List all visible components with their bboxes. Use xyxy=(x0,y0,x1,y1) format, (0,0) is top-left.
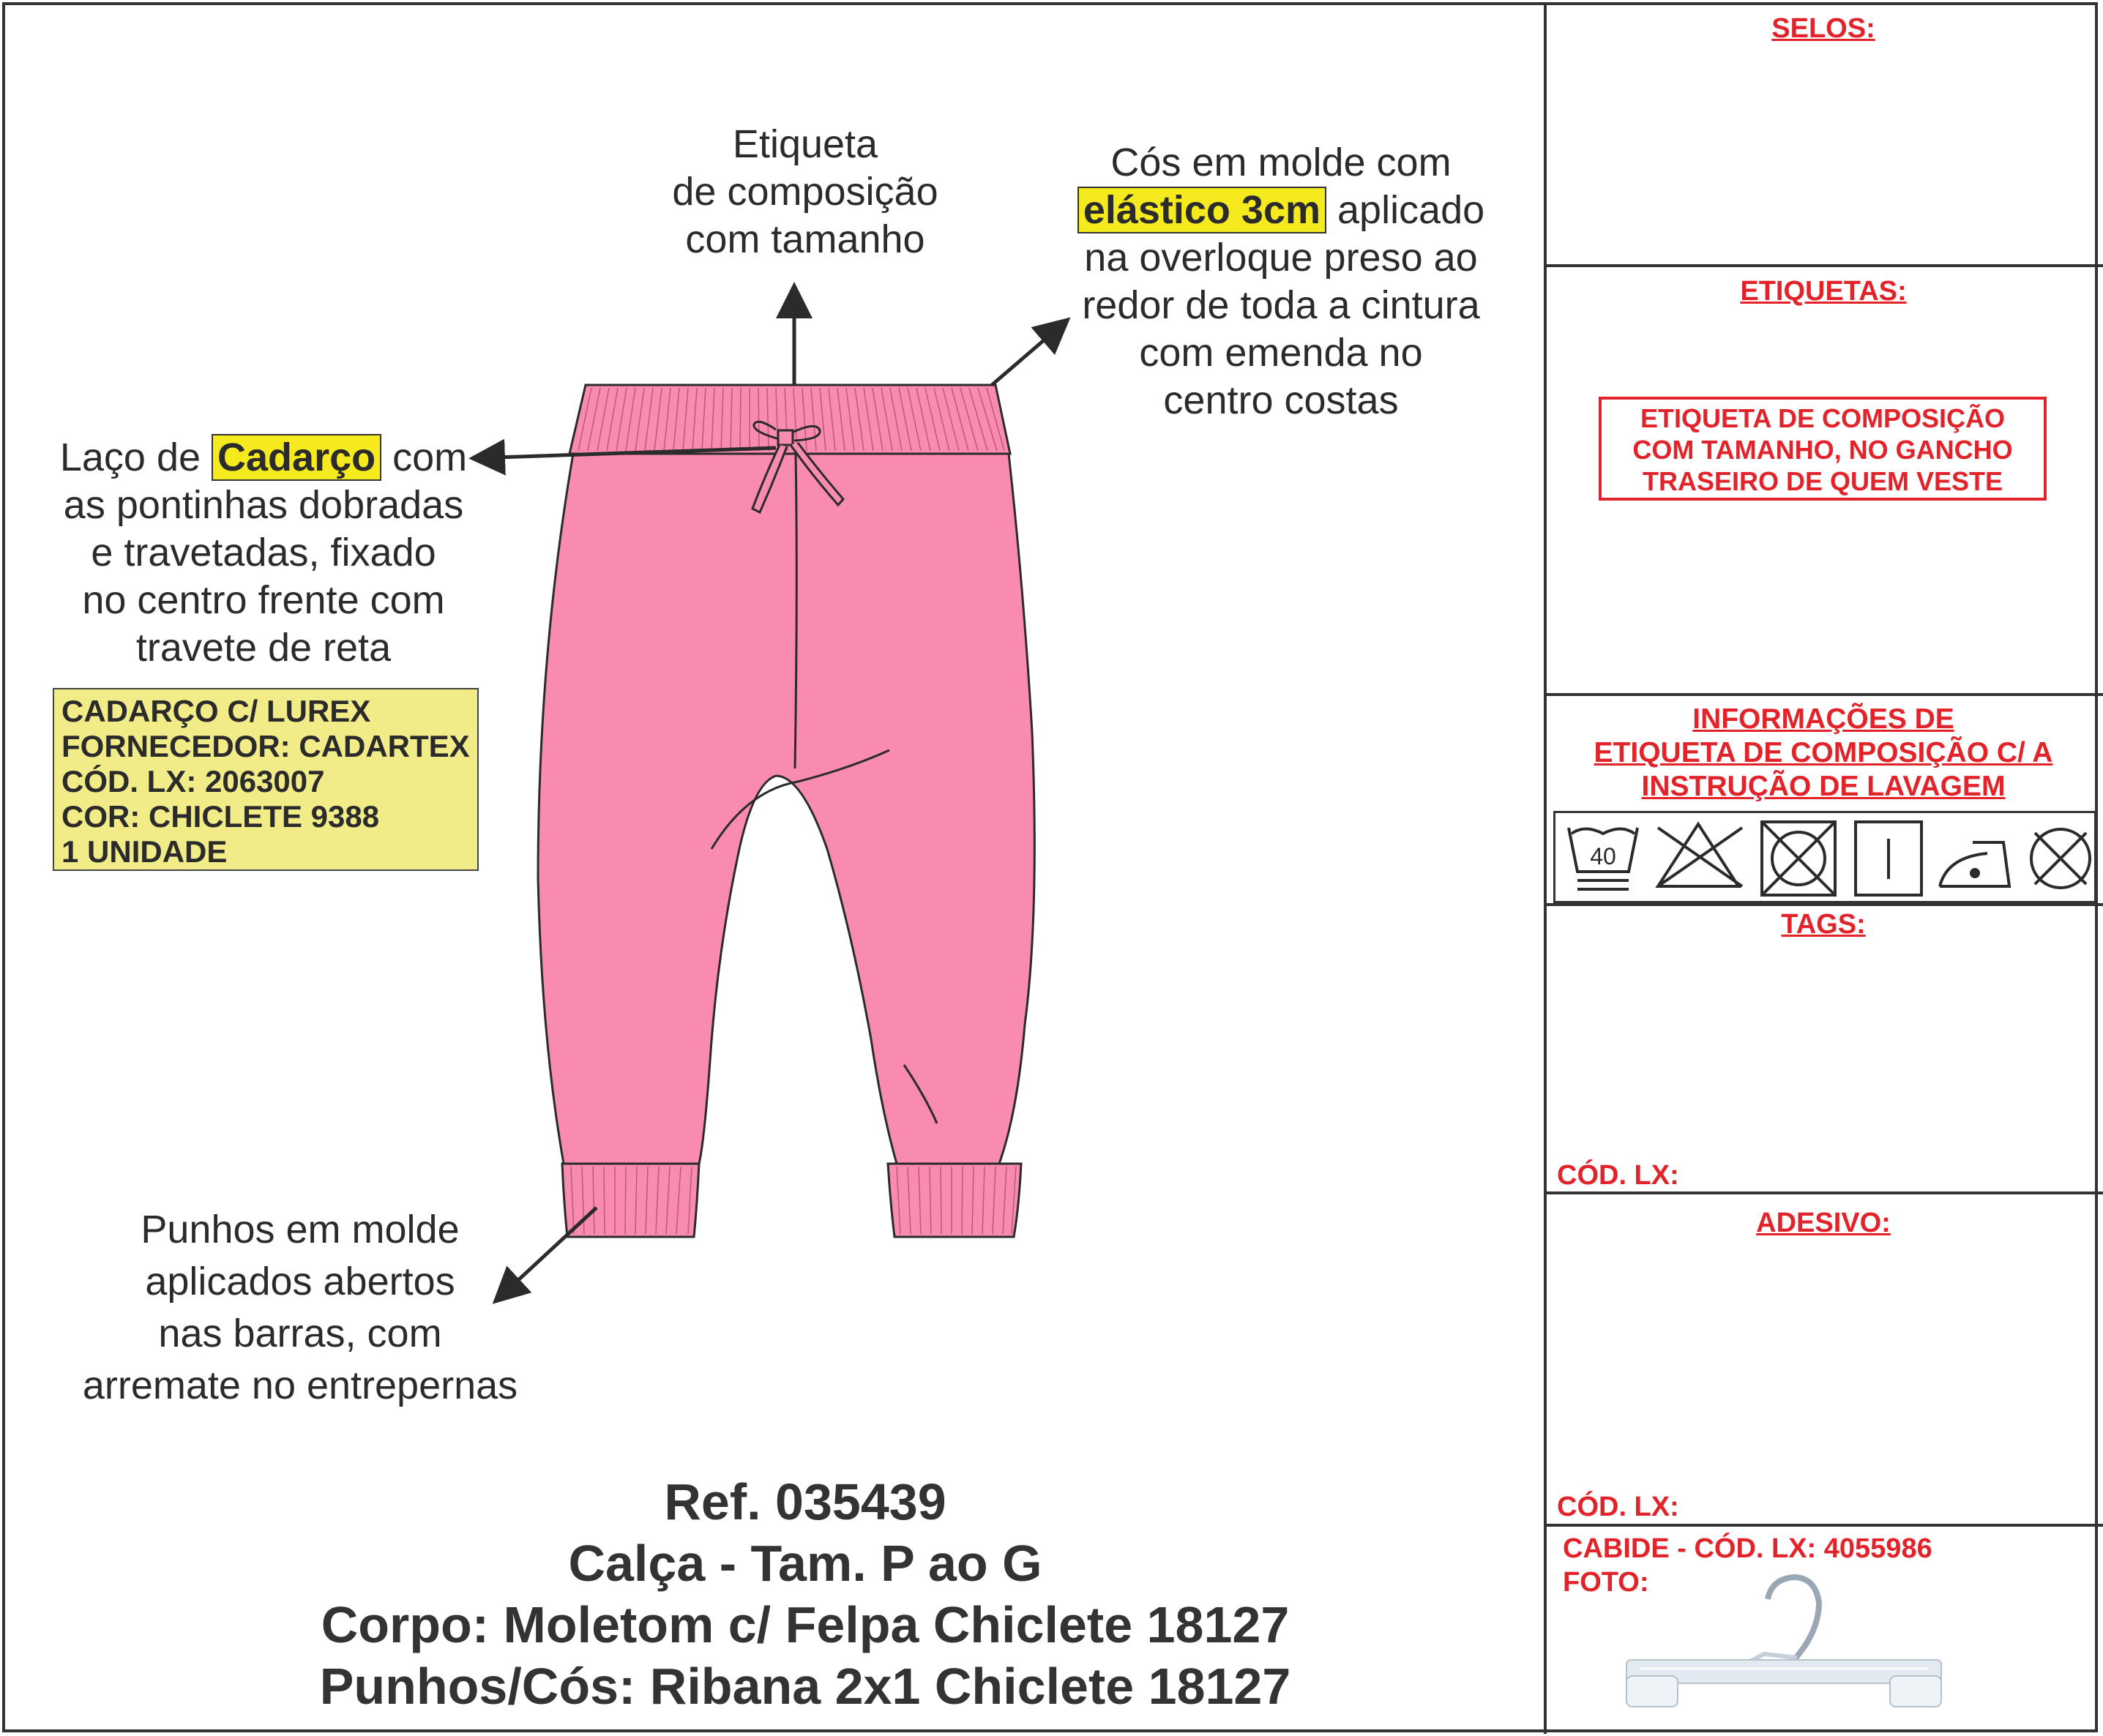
tags-cod-label: CÓD. LX: xyxy=(1557,1160,1679,1191)
product-corpo: Corpo: Moletom c/ Felpa Chiclete 18127 xyxy=(321,1596,1290,1653)
line-dry-icon xyxy=(1856,822,1921,895)
etiqueta-box: ETIQUETA DE COMPOSIÇÃO COM TAMANHO, NO GANCHO TRASEIRO DE QUEM VESTE xyxy=(1599,397,2047,501)
info-title: INFORMAÇÕES DE ETIQUETA DE COMPOSIÇÃO C/ A INSTRUÇÃO DE LAVAGEM xyxy=(1594,703,2053,802)
highlight-cadarco: Cadarço xyxy=(212,434,381,481)
hanger-photo xyxy=(1618,1566,1954,1720)
no-dry-clean-icon xyxy=(2031,829,2090,888)
product-name: Calça - Tam. P ao G xyxy=(568,1535,1042,1592)
svg-text:40: 40 xyxy=(1590,843,1616,869)
arrow-laco xyxy=(476,448,776,458)
note-etiqueta: Etiqueta de composição com tamanho xyxy=(672,122,938,261)
low-iron-icon xyxy=(1940,842,2009,886)
etiquetas-title: ETIQUETAS: xyxy=(1740,276,1907,307)
note-cos: Cós em molde com elástico 3cm aplicado na overloque preso ao redor de toda a cintura com emenda no centro costas xyxy=(1039,139,1523,424)
no-tumble-dry-icon xyxy=(1762,822,1835,895)
cabide-label: CABIDE - CÓD. LX: 4055986 xyxy=(1563,1533,1932,1564)
cadarco-info-box: CADARÇO C/ LUREX FORNECEDOR: CADARTEX CÓD. LX: 2063007 COR: CHICLETE 9388 1 UNIDADE xyxy=(53,688,479,871)
adesivo-title: ADESIVO: xyxy=(1756,1208,1891,1238)
care-symbols xyxy=(1553,811,2096,903)
note-laco: Laço de Cadarço com as pontinhas dobradas e travetadas, fixado no centro frente com travete de reta xyxy=(59,435,468,670)
product-ref: Ref. 035439 xyxy=(664,1473,946,1530)
no-bleach-icon xyxy=(1658,824,1742,886)
adesivo-cod-label: CÓD. LX: xyxy=(1557,1492,1679,1522)
selos-title: SELOS: xyxy=(1771,13,1875,44)
wash-40-icon xyxy=(1569,828,1637,889)
highlight-elastico: elástico 3cm xyxy=(1077,187,1326,233)
note-punhos: Punhos em molde aplicados abertos nas barras, com arremate no entrepernas xyxy=(82,1208,518,1407)
product-punhos: Punhos/Cós: Ribana 2x1 Chiclete 18127 xyxy=(319,1658,1291,1715)
tags-title: TAGS: xyxy=(1781,909,1866,940)
foto-label: FOTO: xyxy=(1563,1567,1649,1598)
